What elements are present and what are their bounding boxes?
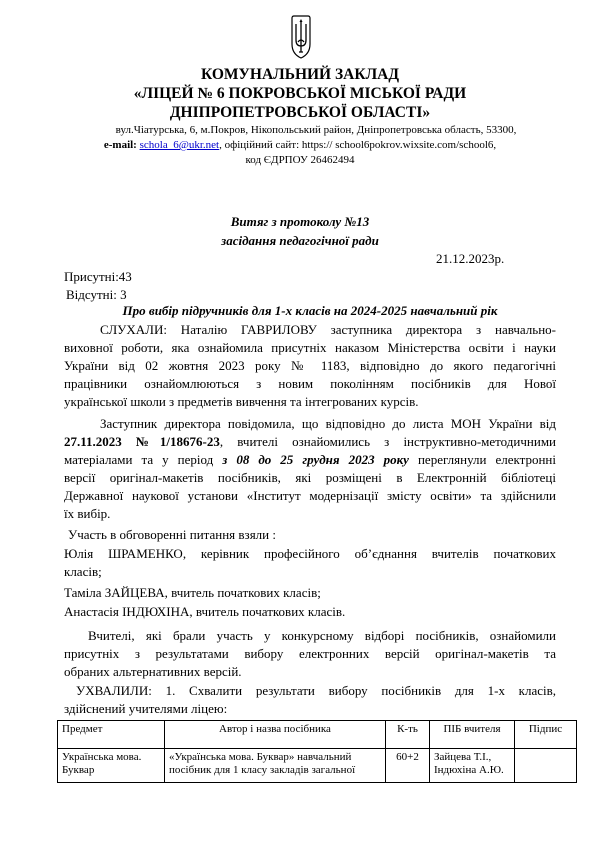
protocol-title: Витяг з протоколу №13 xyxy=(230,214,370,229)
header-institution-type: КОМУНАЛЬНИЙ ЗАКЛАД xyxy=(200,66,400,83)
header-count: К-ть xyxy=(386,721,430,749)
header-edrpou: код ЄДРПОУ 26462494 xyxy=(245,154,355,166)
participants-intro: Участь в обговоренні питання взяли : xyxy=(68,527,276,542)
header-author: Автор і назва посібника xyxy=(165,721,386,749)
cell-subject: Українська мова. Буквар xyxy=(58,749,165,783)
absent-count: Відсутні: 3 xyxy=(66,287,127,302)
report-line-3-text-a: матеріалами та у період xyxy=(64,452,223,467)
heard-line-1: СЛУХАЛИ: Наталію ГАВРИЛОВУ заступника директора з навчально- xyxy=(100,322,556,337)
resolved-line-1: УХВАЛИЛИ: 1. Схвалити результати вибору посібників для 1-х класів, xyxy=(76,683,556,698)
site-text: , офіційний сайт: https:// school6pokrov.wixsite.com/school6, xyxy=(219,139,497,151)
cell-teacher: Зайцева Т.І., Індюхіна А.Ю. xyxy=(430,749,515,783)
cell-book: «Українська мова. Буквар» навчальний посібник для 1 класу закладів загальної xyxy=(165,749,386,783)
teachers-line-2: присутніх з результатами вибору електронних версій оригінал-макетів та xyxy=(64,646,556,661)
header-subject: Предмет xyxy=(58,721,165,749)
participant-1: Юлія ШРАМЕНКО, керівник професійного об’єднання вчителів початкових xyxy=(64,546,556,561)
teachers-line-3: обраних альтернативних версій. xyxy=(64,664,242,679)
report-line-2-text: , вчителі ознайомились з інструктивно-методичними xyxy=(219,434,556,449)
email-label: e-mail: xyxy=(103,139,137,151)
review-period: з 08 до 25 грудня 2023 року xyxy=(222,452,409,467)
report-line-3-text-b: переглянули електронні xyxy=(408,452,556,467)
heard-line-3: України від 02 жовтня 2023 року № 1183, відповідно до якого педагогічні xyxy=(64,358,556,373)
protocol-subtitle: засідання педагогічної ради xyxy=(221,233,379,248)
cell-count: 60+2 xyxy=(386,749,430,783)
letter-number: 27.11.2023 №1/18676-23 xyxy=(64,434,220,449)
table-header-row xyxy=(58,721,577,749)
present-count: Присутні:43 xyxy=(64,269,132,284)
header-lyceum-name: «ЛІЦЕЙ № 6 ПОКРОВСЬКОЇ МІСЬКОЇ РАДИ xyxy=(133,85,467,102)
table-row xyxy=(58,749,577,783)
cell-signature xyxy=(515,749,577,783)
meeting-topic: Про вибір підручників для 1-х класів на 2024-2025 навчальний рік xyxy=(122,303,498,318)
report-line-5: Державної наукової установи «Інститут модернізації змісту освіти» та здійснили xyxy=(64,488,556,503)
report-line-1: Заступник директора повідомила, що відповідно до листа МОН України від xyxy=(100,416,556,431)
textbook-table xyxy=(57,720,577,783)
teachers-line-1: Вчителі, які брали участь у конкурсному відборі посібників, ознайомили xyxy=(88,628,556,643)
report-line-4: версії оригінал-макетів посібників, які розміщені в Електронній бібліотеці xyxy=(64,470,556,485)
participant-3: Анастасія ІНДЮХІНА, вчитель початкових класів. xyxy=(64,604,346,619)
header-contacts xyxy=(0,138,600,152)
report-line-6: їх вибір. xyxy=(64,506,111,521)
resolved-line-2: здійснений учителями ліцею: xyxy=(64,701,228,716)
heard-line-2: виховної роботи, яка ознайомила присутніх наказом Міністерства освіти і науки xyxy=(64,340,556,355)
heard-line-4: працівники ознайомлюються з новим поколінням посібників для Нової xyxy=(64,376,556,391)
header-region: ДНІПРОПЕТРОВСЬКОЇ ОБЛАСТІ» xyxy=(169,104,431,121)
coat-of-arms-icon xyxy=(291,14,311,60)
heard-line-5: української школи з предметів вивчення та інтегрованих курсів. xyxy=(64,394,419,409)
protocol-date: 21.12.2023р. xyxy=(436,251,505,266)
report-line-2 xyxy=(64,433,556,450)
header-teacher: ПІБ вчителя xyxy=(430,721,515,749)
email-link[interactable]: schola_6@ukr.net xyxy=(139,139,220,151)
header-signature: Підпис xyxy=(515,721,577,749)
header-address: вул.Чіатурська, 6, м.Покров, Нікопольський район, Дніпропетровська область, 53300, xyxy=(115,124,517,136)
participant-2: Таміла ЗАЙЦЕВА, вчитель початкових класів; xyxy=(64,585,321,600)
participant-1-cont: класів; xyxy=(64,564,102,579)
report-line-3 xyxy=(64,451,556,468)
